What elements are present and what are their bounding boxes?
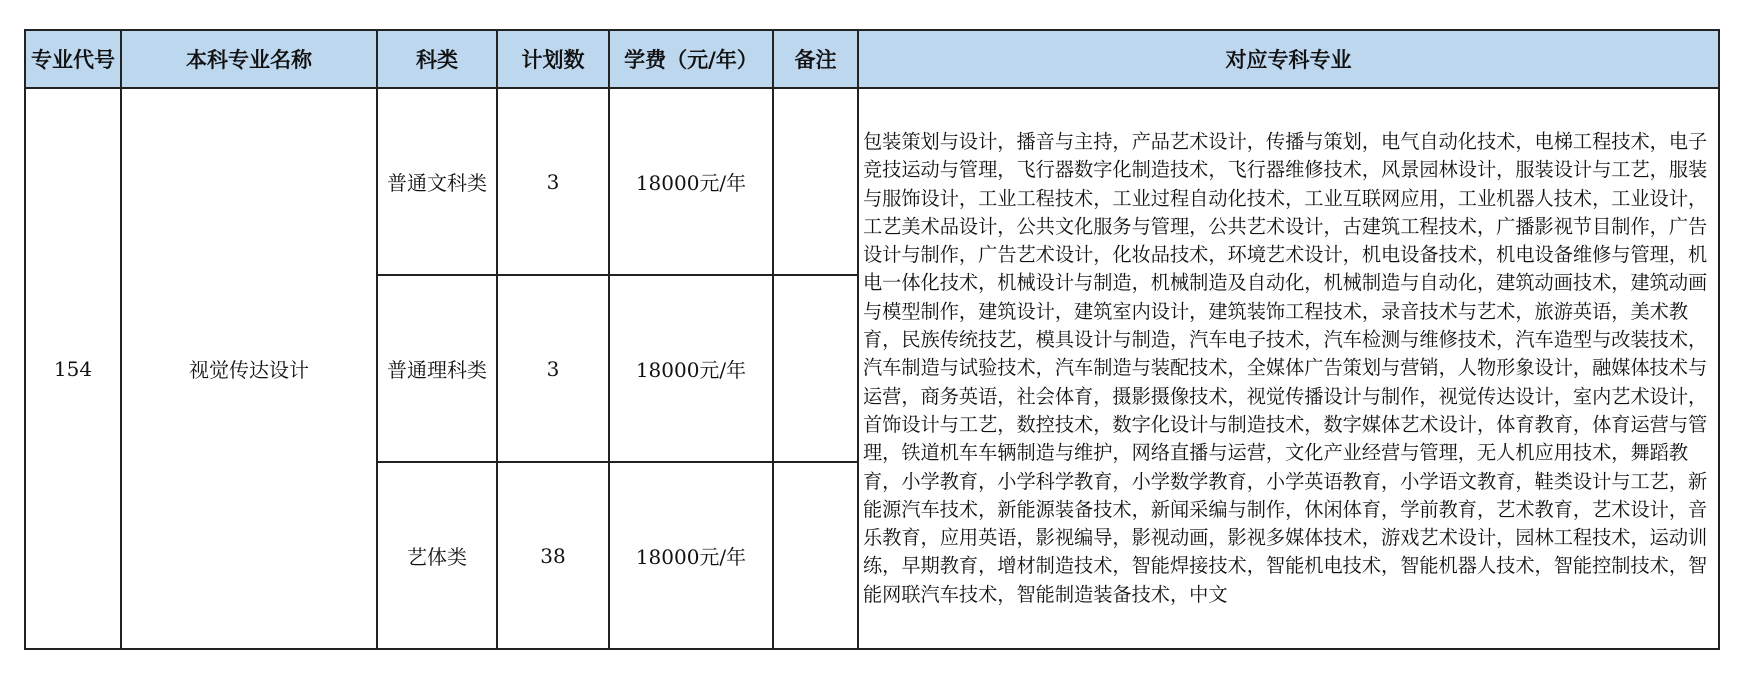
header-tuition: 学费（元/年）: [609, 30, 773, 88]
plan-count-cell: 38: [497, 462, 609, 649]
remark-cell: [773, 275, 858, 462]
header-category: 科类: [377, 30, 497, 88]
tuition-cell: 18000元/年: [609, 275, 773, 462]
plan-count-cell: 3: [497, 88, 609, 275]
header-major-code: 专业代号: [25, 30, 121, 88]
plan-count-cell: 3: [497, 275, 609, 462]
header-plan-count: 计划数: [497, 30, 609, 88]
table-header-row: [25, 30, 1719, 88]
category-cell: 普通文科类: [377, 88, 497, 275]
category-cell: 普通理科类: [377, 275, 497, 462]
corresponding-majors-cell: 包装策划与设计，播音与主持，产品艺术设计，传播与策划，电气自动化技术，电梯工程技术，电子竞技运动与管理，飞行器数字化制造技术，飞行器维修技术，风景园林设计，服装设计与工艺，服装与服饰设计，工业工程技术，工业过程自动化技术，工业互联网应用，工业机器人技术，工业设计，工艺美术品设计，公共文化服务与管理，公共艺术设计，古建筑工程技术，广播影视节目制作，广告设计与制作，广告艺术设计，化妆品技术，环境艺术设计，机电设备技术，机电设备维修与管理，机电一体化技术，机械设计与制造，机械制造及自动化，机械制造与自动化，建筑动画技术，建筑动画与模型制作，建筑设计，建筑室内设计，建筑装饰工程技术，录音技术与艺术，旅游英语，美术教育，民族传统技艺，模具设计与制造，汽车电子技术，汽车检测与维修技术，汽车造型与改装技术，汽车制造与试验技术，汽车制造与装配技术，全媒体广告策划与营销，人物形象设计，融媒体技术与运营，商务英语，社会体育，摄影摄像技术，视觉传播设计与制作，视觉传达设计，室内艺术设计，首饰设计与工艺，数控技术，数字化设计与制造技术，数字媒体艺术设计，体育教育，体育运营与管理，铁道机车车辆制造与维护，网络直播与运营，文化产业经营与管理，无人机应用技术，舞蹈教育，小学教育，小学科学教育，小学数学教育，小学英语教育，小学语文教育，鞋类设计与工艺，新能源汽车技术，新能源装备技术，新闻采编与制作，休闲体育，学前教育，艺术教育，艺术设计，音乐教育，应用英语，影视编导，影视动画，影视多媒体技术，游戏艺术设计，园林工程技术，运动训练，早期教育，增材制造技术，智能焊接技术，智能机电技术，智能机器人技术，智能控制技术，智能网联汽车技术，智能制造装备技术，中文: [858, 88, 1719, 649]
table-row: [25, 88, 1719, 275]
major-name-cell: 视觉传达设计: [121, 88, 377, 649]
remark-cell: [773, 88, 858, 275]
remark-cell: [773, 462, 858, 649]
major-code-cell: 154: [25, 88, 121, 649]
header-major-name: 本科专业名称: [121, 30, 377, 88]
admission-plan-table: [24, 29, 1720, 650]
header-remark: 备注: [773, 30, 858, 88]
category-cell: 艺体类: [377, 462, 497, 649]
header-corresponding-majors: 对应专科专业: [858, 30, 1719, 88]
tuition-cell: 18000元/年: [609, 462, 773, 649]
tuition-cell: 18000元/年: [609, 88, 773, 275]
